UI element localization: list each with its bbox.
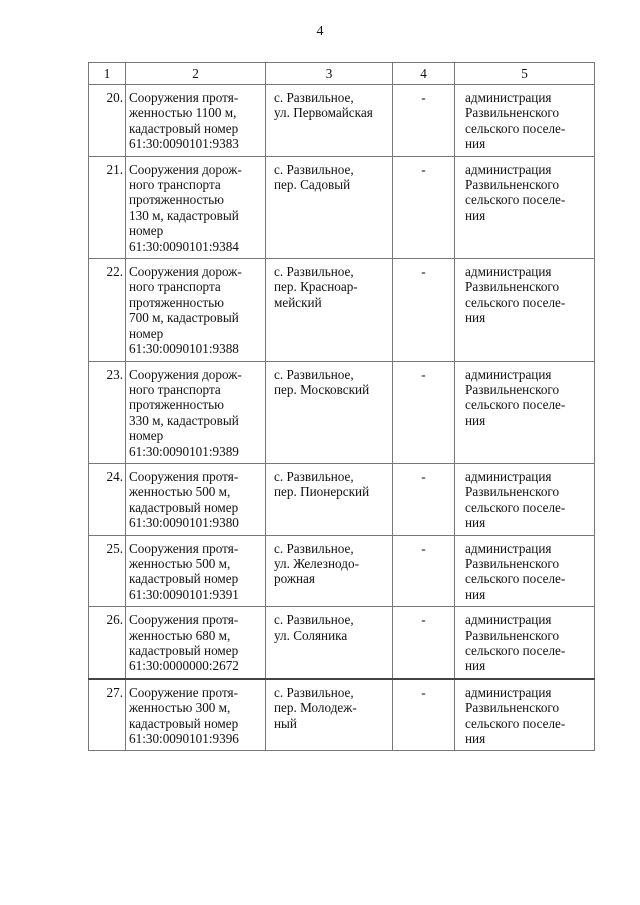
table-row <box>89 259 595 361</box>
object-owner-line: сельского поселе- <box>465 294 566 310</box>
object-address-line: с. Развильное, <box>274 612 354 628</box>
object-description-line: 61:30:0090101:9380 <box>129 515 239 531</box>
column-header-5: 5 <box>455 63 595 85</box>
object-description-line: 330 м, кадастровый <box>129 412 239 428</box>
table-row <box>89 85 595 157</box>
object-description-line: ного транспорта <box>129 177 221 193</box>
object-description-line: Сооружения протя- <box>129 468 239 484</box>
column-header-3: 3 <box>266 63 393 85</box>
object-description-line: 700 м, кадастровый <box>129 310 239 326</box>
object-owner-line: администрация <box>465 612 552 628</box>
object-address-line: с. Развильное, <box>274 468 354 484</box>
header-row <box>89 63 595 85</box>
registration-info: - <box>393 85 455 157</box>
row-number: 25. <box>89 535 126 607</box>
object-description-line: Сооружения дорож- <box>129 264 242 280</box>
object-address-line: с. Развильное, <box>274 366 354 382</box>
object-description-line: Сооружения протя- <box>129 540 239 556</box>
object-address-line: пер. Молодеж- <box>274 700 357 716</box>
object-owner-line: сельского поселе- <box>465 499 566 515</box>
object-owner-line: ния <box>465 515 486 531</box>
object-description-line: Сооружения протя- <box>129 90 239 105</box>
object-owner-line: Развильненского <box>465 381 560 397</box>
column-header-4: 4 <box>393 63 455 85</box>
object-address-line: с. Развильное, <box>274 264 354 280</box>
object-description-line: кадастровый номер <box>129 643 239 658</box>
object-description <box>126 607 266 679</box>
object-address-line: пер. Пионерский <box>274 484 370 500</box>
row-number: 21. <box>89 156 126 258</box>
table-row <box>89 156 595 258</box>
object-address-line: с. Развильное, <box>274 684 354 700</box>
object-address-line: мейский <box>274 294 322 310</box>
object-owner-line: Развильненского <box>465 105 560 121</box>
object-owner-line: администрация <box>465 468 552 484</box>
registration-info: - <box>393 156 455 258</box>
row-number: 26. <box>89 607 126 679</box>
object-owner <box>455 259 595 361</box>
property-registry-table <box>88 62 595 751</box>
table-body <box>89 85 595 751</box>
object-description-line: 130 м, кадастровый <box>129 207 239 223</box>
object-description-line: ного транспорта <box>129 381 221 397</box>
object-owner <box>455 607 595 679</box>
object-address-line: рожная <box>274 571 315 587</box>
object-owner-line: Развильненского <box>465 177 560 193</box>
object-description-line: 61:30:0090101:9389 <box>129 443 239 459</box>
object-address-line: пер. Красноар- <box>274 279 358 295</box>
object-owner-line: администрация <box>465 684 552 700</box>
object-owner-line: администрация <box>465 540 552 556</box>
object-description-line: протяженностью <box>129 294 225 310</box>
object-description-line: номер <box>129 223 164 239</box>
object-owner-line: сельского поселе- <box>465 643 566 658</box>
object-owner <box>455 361 595 463</box>
object-address <box>266 156 393 258</box>
object-description-line: кадастровый номер <box>129 499 239 515</box>
registration-info: - <box>393 679 455 751</box>
page-number: 4 <box>316 24 324 39</box>
object-description-line: протяженностью <box>129 397 225 413</box>
object-description-line: кадастровый номер <box>129 120 239 136</box>
column-header-1: 1 <box>89 63 126 85</box>
registration-info: - <box>393 361 455 463</box>
object-owner-line: администрация <box>465 264 552 280</box>
object-owner <box>455 679 595 751</box>
object-description-line: 61:30:0090101:9396 <box>129 731 239 747</box>
object-address <box>266 679 393 751</box>
object-description-line: 61:30:0090101:9384 <box>129 238 239 254</box>
object-owner-line: сельского поселе- <box>465 120 566 136</box>
object-description-line: Сооружение протя- <box>129 684 238 700</box>
object-description-line: Сооружения дорож- <box>129 366 242 382</box>
object-address-line: пер. Садовый <box>274 177 351 193</box>
object-address <box>266 85 393 157</box>
object-address <box>266 535 393 607</box>
object-description-line: женностью 300 м, <box>129 700 231 716</box>
object-description <box>126 679 266 751</box>
object-owner-line: Развильненского <box>465 555 560 571</box>
table-row <box>89 607 595 679</box>
table-row <box>89 361 595 463</box>
object-owner-line: сельского поселе- <box>465 397 566 413</box>
row-number: 22. <box>89 259 126 361</box>
object-description-line: женностью 500 м, <box>129 555 231 571</box>
object-description <box>126 535 266 607</box>
registration-info: - <box>393 607 455 679</box>
object-owner-line: ния <box>465 658 486 674</box>
object-description-line: женностью 1100 м, <box>129 105 237 121</box>
object-owner <box>455 535 595 607</box>
object-owner-line: сельского поселе- <box>465 715 566 731</box>
object-description-line: 61:30:0090101:9388 <box>129 341 239 357</box>
object-description-line: номер <box>129 325 164 341</box>
object-owner <box>455 85 595 157</box>
object-description <box>126 156 266 258</box>
table-row <box>89 463 595 535</box>
object-address-line: с. Развильное, <box>274 90 354 105</box>
object-owner-line: ния <box>465 586 486 602</box>
object-owner <box>455 156 595 258</box>
object-description-line: кадастровый номер <box>129 571 239 587</box>
object-owner-line: администрация <box>465 366 552 382</box>
object-description-line: кадастровый номер <box>129 715 239 731</box>
object-owner-line: ния <box>465 412 486 428</box>
object-description-line: ного транспорта <box>129 279 221 295</box>
object-description-line: Сооружения дорож- <box>129 161 242 177</box>
object-address-line: ный <box>274 715 297 731</box>
row-number: 23. <box>89 361 126 463</box>
object-owner-line: Развильненского <box>465 700 560 716</box>
object-owner-line: Развильненского <box>465 627 560 643</box>
object-description-line: 61:30:0090101:9383 <box>129 136 239 152</box>
object-address-line: ул. Первомайская <box>274 105 373 121</box>
object-owner-line: ния <box>465 731 486 747</box>
object-owner <box>455 463 595 535</box>
table-header <box>89 63 595 85</box>
object-address <box>266 361 393 463</box>
row-number: 20. <box>89 85 126 157</box>
object-address-line: с. Развильное, <box>274 540 354 556</box>
row-number: 27. <box>89 679 126 751</box>
object-owner-line: Развильненского <box>465 279 560 295</box>
object-address-line: ул. Соляника <box>274 627 348 643</box>
object-owner-line: администрация <box>465 161 552 177</box>
object-owner-line: ния <box>465 207 486 223</box>
registration-info: - <box>393 463 455 535</box>
object-owner-line: Развильненского <box>465 484 560 500</box>
row-number: 24. <box>89 463 126 535</box>
object-description-line: Сооружения протя- <box>129 612 239 628</box>
registration-info: - <box>393 259 455 361</box>
object-description <box>126 85 266 157</box>
object-description-line: номер <box>129 428 164 444</box>
column-header-2: 2 <box>126 63 266 85</box>
object-address <box>266 259 393 361</box>
object-address-line: с. Развильное, <box>274 161 354 177</box>
object-owner-line: ния <box>465 136 486 152</box>
object-owner-line: сельского поселе- <box>465 192 566 208</box>
table-row <box>89 679 595 751</box>
registration-info: - <box>393 535 455 607</box>
object-description-line: женностью 500 м, <box>129 484 231 500</box>
object-owner-line: сельского поселе- <box>465 571 566 587</box>
object-description-line: женностью 680 м, <box>129 627 231 643</box>
object-description-line: 61:30:0000000:2672 <box>129 658 239 674</box>
object-address <box>266 463 393 535</box>
object-description-line: 61:30:0090101:9391 <box>129 586 239 602</box>
object-description <box>126 463 266 535</box>
object-address <box>266 607 393 679</box>
object-description <box>126 259 266 361</box>
object-address-line: пер. Московский <box>274 381 370 397</box>
table-row <box>89 535 595 607</box>
object-owner-line: ния <box>465 310 486 326</box>
object-address-line: ул. Железнодо- <box>274 555 359 571</box>
object-owner-line: администрация <box>465 90 552 105</box>
object-description-line: протяженностью <box>129 192 225 208</box>
object-description <box>126 361 266 463</box>
